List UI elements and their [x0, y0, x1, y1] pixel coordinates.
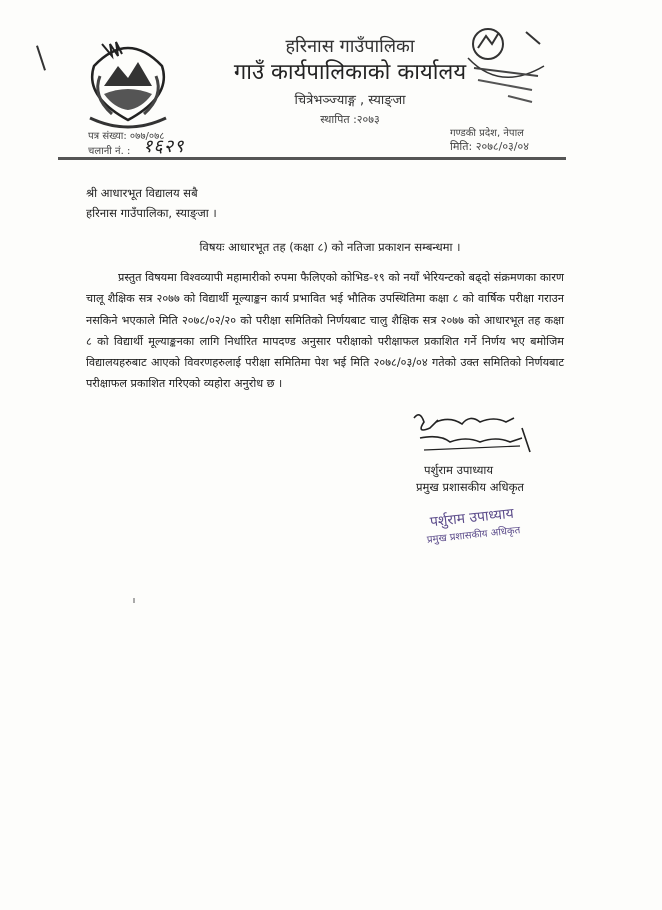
- officer-stamp: [409, 502, 537, 548]
- reference-number: पत्र संख्या: ०७७/०७८: [88, 131, 165, 142]
- signatory-designation: प्रमुख प्रशासकीय अधिकृत: [416, 480, 524, 494]
- recipient-line-2: हरिनास गाउँपालिका, स्याङ्जा ।: [86, 206, 217, 220]
- dispatch-label: चलानी नं. :: [88, 146, 131, 157]
- letter-date: मिति: २०७८/०३/०४: [450, 140, 529, 153]
- letter-body: प्रस्तुत विषयमा विश्वव्यापी महामारीको रुपमा फैलिएको कोभिड-१९ को नयाँ भेरियन्टको बढ्दो संक्रमणका कारण चालू शैक्षिक सत्र २०७७ को विद्यार्थी मूल्याङ्कन कार्य प्रभावित भई भौतिक उपस्थितिमा कक्षा ८ को वार्षिक परीक्षा गराउन नसकिने भएकाले मिति २०७८/०२/२० को परीक्षा समितिको निर्णयबाट चालु शैक्षिक सत्र २०७७ को आधारभूत तह कक्षा ८ को विद्यार्थी मूल्याङ्कनका लागि निर्धारित मापदण्ड अनुसार परीक्षाको परीक्षाफल प्रकाशित गर्ने निर्णय भए बमोजिम विद्यालयहरुबाट आएको विवरणहरुलाई परीक्षा समितिमा पेश भई मिति २०७८/०३/०४ गतेको उक्त समितिको निर्णयबाट परीक्षाफल प्रकाशित गरिएको व्यहोरा अनुरोध छ ।: [86, 271, 564, 391]
- stamp-name: पर्शुराम उपाध्याय: [429, 505, 515, 531]
- handwritten-signature: [410, 408, 540, 456]
- municipality-name: हरिनास गाउँपालिका: [285, 36, 415, 57]
- office-location: चित्रेभञ्ज्याङ्ग , स्याङ्जा: [294, 93, 406, 108]
- pen-mark: [36, 45, 46, 70]
- nepal-emblem-icon: [82, 36, 174, 132]
- subject-line: विषयः आधारभूत तह (कक्षा ८) को नतिजा प्रकाशन सम्बन्धमा ।: [199, 240, 461, 254]
- stamp-designation: प्रमुख प्रशासकीय अधिकृत: [426, 525, 521, 546]
- dispatch-number: १६२९: [143, 136, 185, 157]
- recipient-line-1: श्री आधारभूत विद्यालय सबै: [86, 186, 198, 200]
- signatory-name: पर्शुराम उपाध्याय: [424, 463, 494, 477]
- paper-mark: [133, 598, 135, 603]
- office-name: गाउँ कार्यपालिकाको कार्यालय: [233, 60, 467, 85]
- header-divider: [58, 157, 566, 160]
- established-year: स्थापित :२०७३: [320, 113, 380, 126]
- province: गण्डकी प्रदेश, नेपाल: [450, 128, 524, 139]
